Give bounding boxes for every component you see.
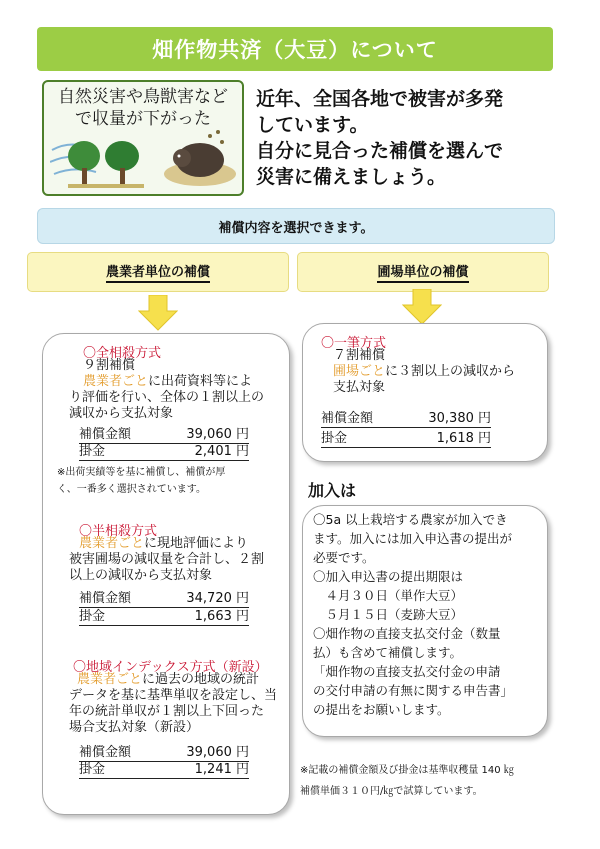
plan-half-desc-lead: 農業者ごと — [79, 536, 145, 551]
plan-index-desc-rest: に過去の地域の統計 — [142, 672, 260, 687]
plan-full-coverage-row — [79, 426, 249, 444]
tab-farmer-unit — [27, 252, 289, 292]
join-heading: 加入は — [308, 481, 357, 500]
arrow-down-icon — [402, 289, 442, 325]
plan-full-desc-line-2: り評価を行い、全体の１割以上の — [69, 390, 265, 405]
plan-field-title: 〇一筆方式 — [321, 336, 387, 351]
join-line: 〇畑作物の直接支払交付金（数量 — [313, 626, 501, 641]
plan-field-desc-rest: に３割以上の減収から — [385, 364, 516, 379]
plan-index-desc-line-3: 年の統計単収が１割以上下回った — [69, 704, 265, 719]
join-line: 〇加入申込書の提出期限は — [313, 569, 464, 584]
plan-half-title: 〇半相殺方式 — [79, 524, 158, 539]
plan-field-desc-lead: 圃場ごと — [333, 364, 386, 379]
plan-full-title: 〇全相殺方式 — [83, 346, 162, 361]
illustration-caption-line-1: 自然災害や鳥獣害など — [58, 87, 228, 107]
join-line: 「畑作物の直接支払交付金の申請 — [313, 664, 501, 679]
intro-line-1: 近年、全国各地で被害が多発 — [256, 88, 504, 110]
plan-field-coverage-label: 補償金額 — [321, 411, 374, 426]
plan-index-desc-line-2: データを基に基準単収を設定し、当 — [69, 688, 278, 703]
plan-full-desc-line-3: 減収から支払対象 — [69, 406, 174, 421]
tab-field-unit-label: 圃場単位の補償 — [377, 261, 468, 283]
plan-field-premium-value: 1,618 円 — [436, 431, 491, 446]
plan-index-coverage-value: 39,060 円 — [186, 745, 249, 760]
page-title: 畑作物共済（大豆）について — [37, 27, 553, 71]
plan-half-coverage-value: 34,720 円 — [186, 591, 249, 606]
plan-index-premium-value: 1,241 円 — [194, 762, 249, 777]
plan-full-note — [57, 464, 225, 498]
join-line: ます。加入には加入申込書の提出が — [313, 531, 513, 546]
field-plan-panel — [302, 323, 548, 462]
plan-half-premium-label: 掛金 — [79, 609, 106, 624]
join-info-panel — [302, 505, 548, 737]
illustration-caption-line-2: で収量が下がった — [75, 109, 211, 129]
join-line: ５月１５日（麦跡大豆） — [313, 607, 464, 622]
intro-line-2: しています。 — [256, 114, 369, 136]
tab-farmer-unit-label: 農業者単位の補償 — [106, 261, 210, 283]
join-line: 払）も含めて補償します。 — [313, 645, 463, 660]
join-line: 〇5a 以上栽培する農家が加入でき — [313, 512, 508, 527]
join-line: ４月３０日（単作大豆） — [313, 588, 464, 603]
intro-message — [256, 86, 576, 190]
plan-half-desc-line-3: 以上の減収から支払対象 — [69, 568, 213, 583]
footnote-line-1: ※記載の補償金額及び掛金は基準収穫量 140 ㎏ — [300, 765, 514, 776]
plan-half-coverage-row — [79, 590, 249, 608]
plan-half-coverage-label: 補償金額 — [79, 591, 132, 606]
join-line: 必要です。 — [313, 550, 375, 565]
plan-full-premium-label: 掛金 — [79, 444, 106, 459]
plan-index-coverage-label: 補償金額 — [79, 745, 132, 760]
intro-line-3: 自分に見合った補償を選んで — [256, 140, 504, 162]
plan-index-desc-line-4: 場合支払対象（新設） — [69, 720, 200, 735]
plan-full-premium-row — [79, 443, 249, 461]
select-coverage-banner: 補償内容を選択できます。 — [37, 208, 555, 244]
plan-full-desc-rest: に出荷資料等によ — [148, 374, 253, 389]
intro-line-4: 災害に備えましょう。 — [256, 166, 447, 188]
plan-field-desc-line-2: 支払対象 — [333, 380, 386, 395]
plan-half-premium-value: 1,663 円 — [194, 609, 249, 624]
plan-index-desc-line-1 — [77, 672, 259, 688]
plan-full-subtitle: ９割補償 — [83, 358, 136, 373]
wild-boar-icon — [160, 128, 238, 190]
plan-full-desc-line-1 — [83, 374, 252, 390]
illustration-box — [42, 80, 244, 196]
plan-full-note-line-2: く、一番多く選択されています。 — [57, 484, 206, 495]
plan-half-premium-row — [79, 608, 249, 626]
plan-field-premium-label: 掛金 — [321, 431, 348, 446]
join-line: の交付申請の有無に関する申告書」 — [313, 683, 514, 698]
plan-full-desc-lead: 農業者ごと — [83, 374, 149, 389]
plan-full-coverage-value: 39,060 円 — [186, 427, 249, 442]
join-line: の提出をお願いします。 — [313, 702, 450, 717]
arrow-down-icon — [138, 295, 178, 331]
plan-field-desc-line-1 — [333, 364, 515, 380]
plan-half-desc-line-2: 被害圃場の減収量を合計し、２割 — [69, 552, 265, 567]
join-text — [313, 510, 545, 719]
plan-full-premium-value: 2,401 円 — [194, 444, 249, 459]
plan-index-desc-lead: 農業者ごと — [77, 672, 143, 687]
tab-field-unit — [297, 252, 549, 292]
illustration-caption — [44, 86, 242, 130]
plan-index-coverage-row — [79, 744, 249, 762]
plan-full-coverage-label: 補償金額 — [79, 427, 132, 442]
plan-index-premium-row — [79, 761, 249, 779]
storm-trees-icon — [50, 130, 150, 192]
plan-half-desc-line-1 — [79, 536, 248, 552]
footnote — [300, 760, 580, 802]
plan-full-note-line-1: ※出荷実績等を基に補償し、補償が厚 — [57, 467, 226, 478]
plan-index-premium-label: 掛金 — [79, 762, 106, 777]
farmer-plans-panel — [42, 333, 290, 815]
plan-field-coverage-value: 30,380 円 — [428, 411, 491, 426]
plan-field-premium-row — [321, 430, 491, 448]
plan-half-desc-rest: に現地評価により — [144, 536, 249, 551]
plan-field-subtitle: ７割補償 — [333, 348, 386, 363]
plan-index-title: 〇地域インデックス方式（新設） — [73, 660, 268, 675]
footnote-line-2: 補償単価３１０円/㎏で試算しています。 — [300, 786, 483, 797]
plan-field-coverage-row — [321, 410, 491, 428]
